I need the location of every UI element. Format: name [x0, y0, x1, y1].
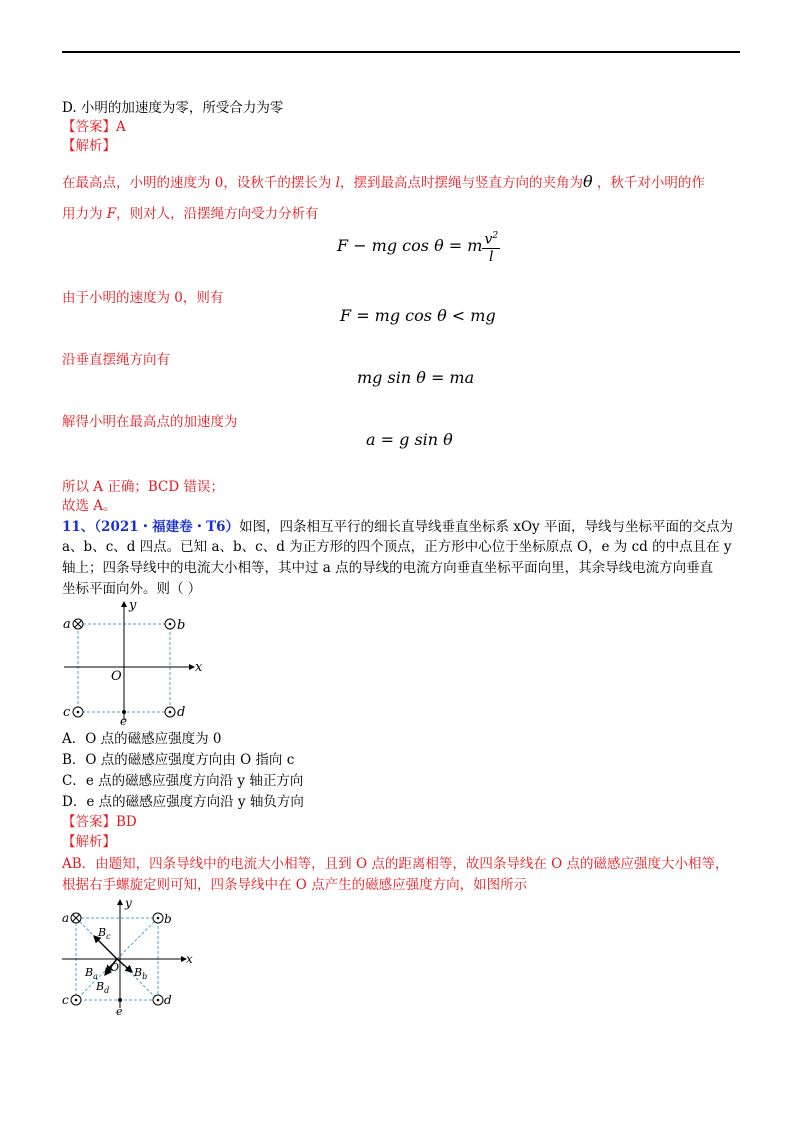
- wire-b-out-of-page-icon: [165, 619, 175, 629]
- solution-line-2: 用力为 F，则对人，沿摆绳方向受力分析有: [62, 206, 319, 222]
- label-origin: O: [110, 961, 120, 974]
- solution-line-1: 在最高点，小明的速度为 0，设秋千的摆长为 l，摆到最高点时摆绳与竖直方向的夹角为θ ，秋千对小明的作: [62, 172, 705, 191]
- question-11-line-4: 坐标平面向外。则（ ）: [62, 581, 202, 597]
- answer-label-2: 【答案】BD: [62, 814, 137, 830]
- label-a: a: [63, 617, 71, 632]
- label-e: e: [116, 1005, 123, 1016]
- wire-d-out-of-page-icon: [165, 707, 175, 717]
- option-d-previous: D. 小明的加速度为零，所受合力为零: [62, 100, 284, 116]
- equation-3: mg sin θ = ma: [357, 368, 475, 387]
- label-x: x: [186, 952, 193, 966]
- point-e: [118, 998, 122, 1002]
- solution-2-line-2: 根据右手螺旋定则可知，四条导线中在 O 点产生的磁感应强度方向，如图所示: [62, 877, 528, 893]
- figure-wire-square: [58, 596, 208, 726]
- equation-2: F = mg cos θ < mg: [340, 306, 496, 325]
- wire-d-out-of-page-icon: [153, 995, 163, 1005]
- label-b: b: [164, 912, 172, 926]
- answer-label: 【答案】A: [62, 119, 126, 135]
- label-e: e: [120, 714, 128, 726]
- equation-1: F − mg cos θ = m $\frac{v^2}{l}$: [337, 228, 500, 265]
- option-a: A．O 点的磁感应强度为 0: [62, 731, 222, 747]
- figure-field-vectors: [58, 896, 198, 1016]
- label-d: d: [164, 993, 172, 1007]
- label-b: b: [177, 618, 186, 633]
- solution-line-7: 故选 A。: [62, 498, 117, 514]
- solution-line-3: 由于小明的速度为 0，则有: [62, 290, 224, 306]
- label-bd: $B_d$: [96, 980, 110, 995]
- question-11-line-2: a、b、c、d 四点。已知 a、b、c、d 为正方形的四个顶点，正方形中心位于坐标原点 O，e 为 cd 的中点且在 y: [62, 539, 732, 555]
- label-c: c: [62, 993, 69, 1007]
- header-rule: [62, 51, 740, 53]
- equation-4: a = g sin θ: [366, 430, 453, 449]
- wire-b-out-of-page-icon: [153, 913, 163, 923]
- wire-c-out-of-page-icon: [71, 995, 81, 1005]
- solution-line-6: 所以 A 正确；BCD 错误；: [62, 479, 224, 495]
- solution-line-4: 沿垂直摆绳方向有: [62, 352, 170, 368]
- label-d: d: [177, 705, 186, 720]
- vector-bb: [117, 959, 132, 972]
- label-bb: $B_b$: [134, 966, 148, 981]
- option-b: B．O 点的磁感应强度方向由 O 指向 c: [62, 752, 295, 768]
- option-d: D．e 点的磁感应强度方向沿 y 轴负方向: [62, 794, 304, 810]
- label-y: y: [125, 896, 132, 910]
- label-c: c: [63, 705, 71, 720]
- label-origin: O: [111, 669, 122, 684]
- wire-a-into-page-icon: [73, 619, 83, 629]
- question-11-line-1: 11、（2021・福建卷・T6）如图，四条相互平行的细长直导线垂直坐标系 xOy 平面，导线与坐标平面的交点为: [62, 519, 733, 535]
- option-c: C．e 点的磁感应强度方向沿 y 轴正方向: [62, 773, 304, 789]
- solution-2-line-1: AB．由题知，四条导线中的电流大小相等，且到 O 点的距离相等，故四条导线在 O 点的磁感应强度大小相等，: [62, 856, 729, 872]
- solution-line-5: 解得小明在最高点的加速度为: [62, 414, 238, 430]
- wire-c-out-of-page-icon: [73, 707, 83, 717]
- wire-a-into-page-icon: [71, 913, 81, 923]
- label-x: x: [195, 660, 203, 675]
- label-y: y: [129, 598, 137, 613]
- analysis-label-2: 【解析】: [62, 834, 116, 850]
- analysis-label: 【解析】: [62, 138, 116, 154]
- question-11-line-3: 轴上；四条导线中的电流大小相等，其中过 a 点的导线的电流方向垂直坐标平面向里，其余导线电流方向垂直: [62, 560, 714, 576]
- label-bc: $B_c$: [98, 926, 111, 941]
- label-a: a: [62, 911, 70, 925]
- label-ba: $B_a$: [85, 966, 98, 981]
